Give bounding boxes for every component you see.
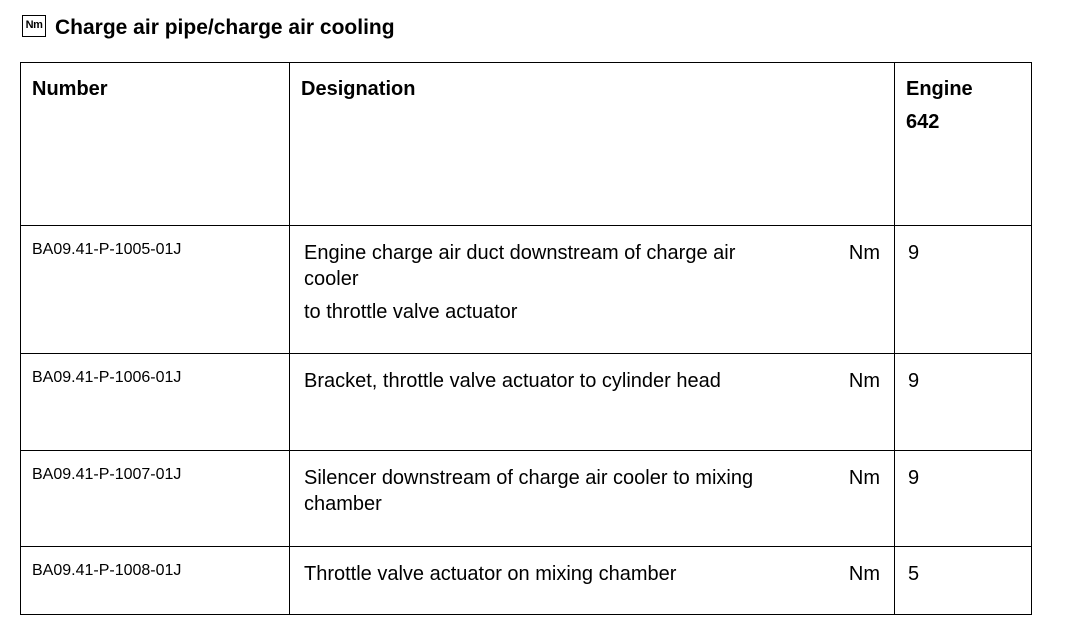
row-designation-cell <box>290 547 895 615</box>
row-designation-extra: to throttle valve actuator <box>304 301 518 323</box>
row-designation: Silencer downstream of charge air cooler to mixing chamber <box>304 467 754 515</box>
row-value: 5 <box>908 563 920 585</box>
row-value-cell <box>895 451 1032 547</box>
section-title: Charge air pipe/charge air cooling <box>55 16 395 39</box>
row-value-cell <box>895 547 1032 615</box>
row-unit: Nm <box>848 563 880 585</box>
row-number: BA09.41-P-1007-01J <box>32 466 182 483</box>
row-number: BA09.41-P-1008-01J <box>32 562 182 579</box>
section-heading <box>22 14 395 42</box>
header-engine-model: 642 <box>906 111 940 133</box>
row-number: BA09.41-P-1006-01J <box>32 369 182 386</box>
header-engine-label: Engine <box>906 78 973 100</box>
table-row <box>21 547 1032 615</box>
header-designation: Designation <box>290 63 895 226</box>
row-number-cell <box>21 451 290 547</box>
row-number-cell <box>21 226 290 354</box>
table-row <box>21 451 1032 547</box>
row-number-cell <box>21 547 290 615</box>
row-unit: Nm <box>848 242 880 264</box>
header-engine <box>895 63 1032 226</box>
row-value: 9 <box>908 467 920 489</box>
table-row <box>21 226 1032 354</box>
row-designation-cell <box>290 451 895 547</box>
row-designation-cell <box>290 354 895 451</box>
row-value-cell <box>895 354 1032 451</box>
row-number-cell <box>21 354 290 451</box>
row-value: 9 <box>908 242 920 264</box>
row-value-cell <box>895 226 1032 354</box>
table-row <box>21 354 1032 451</box>
row-value: 9 <box>908 370 920 392</box>
row-designation: Throttle valve actuator on mixing chamber <box>304 563 677 585</box>
table-header-row <box>21 63 1032 226</box>
torque-nm-icon: Nm <box>22 15 46 37</box>
row-number: BA09.41-P-1005-01J <box>32 241 182 258</box>
row-designation: Bracket, throttle valve actuator to cylinder head <box>304 370 721 392</box>
row-designation-cell <box>290 226 895 354</box>
row-designation: Engine charge air duct downstream of charge air cooler <box>304 242 736 290</box>
row-unit: Nm <box>848 467 880 489</box>
row-unit: Nm <box>848 370 880 392</box>
torque-spec-table <box>20 62 1032 615</box>
header-number: Number <box>21 63 290 226</box>
